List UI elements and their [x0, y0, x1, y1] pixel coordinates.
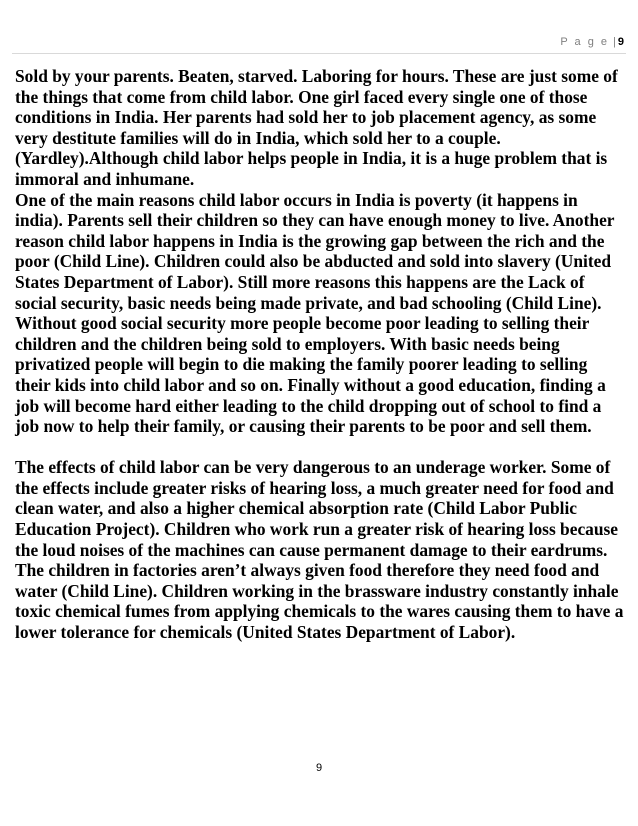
header-rule	[12, 53, 626, 54]
paragraph-causes: One of the main reasons child labor occurs in India is poverty (it happens in india). Parents sell their children so they can have enough money to live. Another reason child labor happens in India is the growing gap between the rich and the poor (Child Line). Children could also be abducted and sold into slavery (United States Department of Labor). Still more reasons this happens are the Lack of social security, basic needs being made private, and bad schooling (Child Line). Without good social security more people become poor leading to selling their children and the children being sold to employers. With basic needs being privatized people will begin to die making the family poorer leading to selling their kids into child labor and so on. Finally without a good education, finding a job will become hard either leading to the child dropping out of school to find a job now to help their family, or causing their parents to be poor and sell them.	[15, 189, 615, 437]
paragraph-effects: The effects of child labor can be very dangerous to an underage worker. Some of the effects include greater risks of hearing loss, a much greater need for food and clean water, and also a higher chemical absorption rate (Child Labor Public Education Project). Children who work run a greater risk of hearing loss because the loud noises of the machines can cause permanent damage to their eardrums. The children in factories aren’t always given food therefore they need food and water (Child Line). Children working in the brassware industry constantly inhale toxic chemical fumes from applying chemicals to the wares causing them to have a lower tolerance for chemicals (United States Department of Labor).	[15, 457, 624, 643]
header-page-number: 9	[617, 36, 624, 48]
header-separator: |	[613, 36, 616, 48]
body-text	[15, 66, 627, 643]
page-footer-number: 9	[315, 762, 323, 774]
paragraph-intro: Sold by your parents. Beaten, starved. Laboring for hours. These are just some of the things that come from child labor. One girl faced every single one of those conditions in India. Her parents had sold her to job placement agency, as some very destitute families will do in India, which sold her to a couple. (Yardley).Although child labor helps people in India, it is a huge problem that is immoral and inhumane.	[15, 66, 618, 189]
page-header	[560, 36, 624, 48]
page-label: P a g e	[560, 36, 610, 48]
